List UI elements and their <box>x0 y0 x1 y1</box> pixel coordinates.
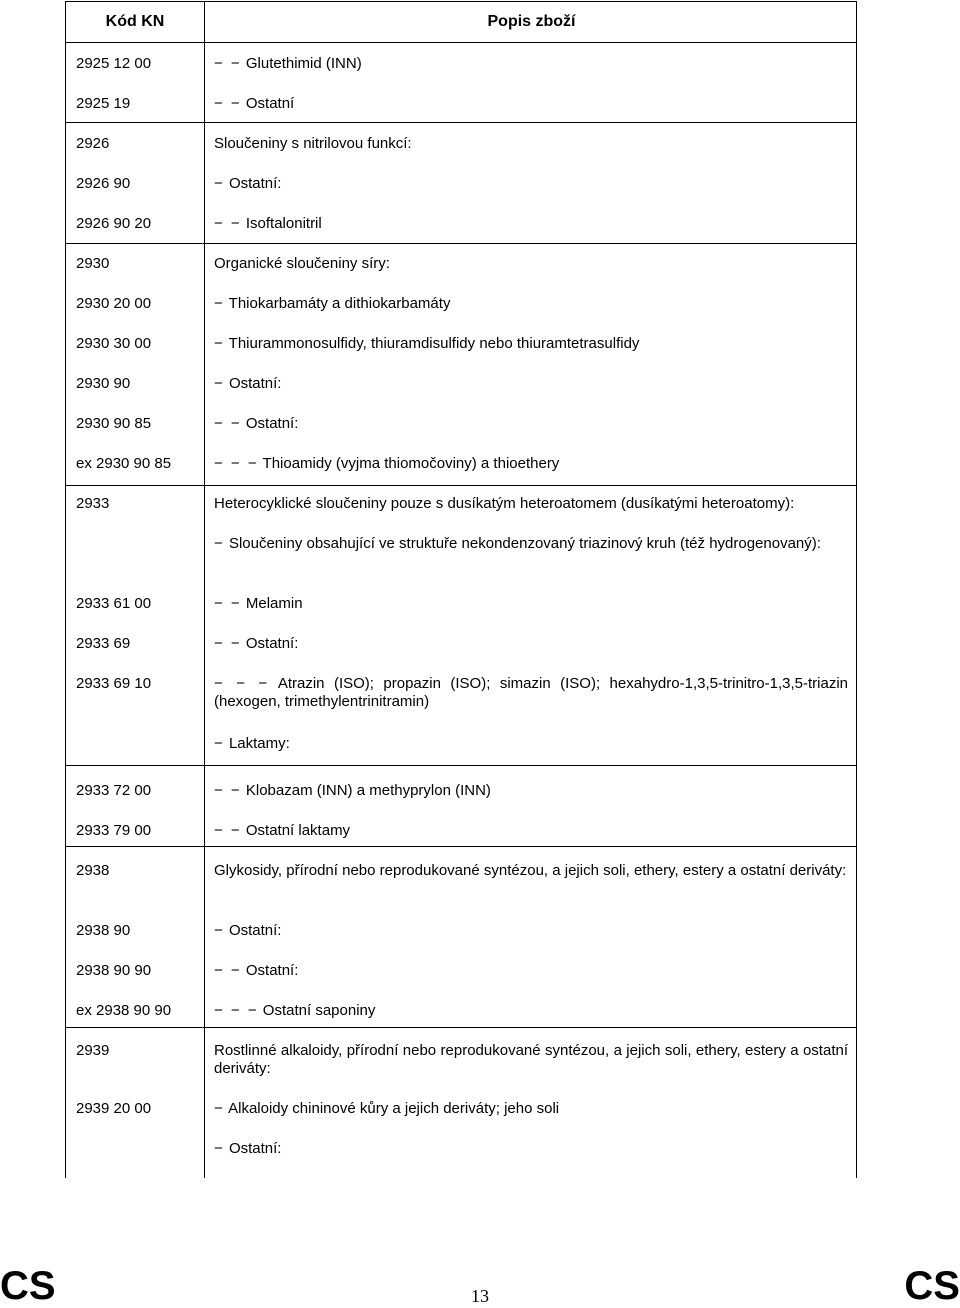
tariff-code: 2930 90 85 <box>76 415 152 432</box>
description-text: Alkaloidy chininové kůry a jejich deriváty; jeho soli <box>228 1100 560 1117</box>
header-code-column: Kód KN <box>105 13 165 30</box>
indent-dashes: − − <box>214 55 242 72</box>
description-text: Ostatní: <box>245 635 299 652</box>
goods-description <box>214 375 848 393</box>
description-text: Ostatní: <box>228 375 282 392</box>
goods-description <box>214 962 848 980</box>
description-text: Atrazin (ISO); propazin (ISO); simazin (ISO); hexahydro-1,3,5-trinitro-1,3,5-triazin (hexogen, trimethylentrinitramin) <box>214 675 848 710</box>
goods-description <box>214 495 848 513</box>
section-divider <box>66 243 856 244</box>
description-text: Ostatní saponiny <box>262 1002 376 1019</box>
indent-dashes: − <box>214 175 225 192</box>
goods-description <box>214 55 848 73</box>
description-text: Sloučeniny obsahující ve struktuře nekondenzovaný triazinový kruh (též hydrogenovaný): <box>228 535 821 552</box>
section-divider <box>66 122 856 123</box>
tariff-code: 2933 69 10 <box>76 675 152 692</box>
goods-description <box>214 95 848 113</box>
section-divider <box>66 1027 856 1028</box>
tariff-code: 2933 72 00 <box>76 782 152 799</box>
indent-dashes: − <box>214 1140 225 1157</box>
tariff-code: 2926 <box>76 135 110 152</box>
goods-description <box>214 455 848 473</box>
description-text: Ostatní: <box>228 175 282 192</box>
tariff-code: ex 2938 90 90 <box>76 1002 172 1019</box>
tariff-code: 2925 12 00 <box>76 55 152 72</box>
goods-description <box>214 215 848 233</box>
tariff-code: 2930 <box>76 255 110 272</box>
description-text: Glykosidy, přírodní nebo reprodukované syntézou, a jejich soli, ethery, estery a ostatní deriváty: <box>214 862 847 879</box>
section-divider <box>66 765 856 766</box>
tariff-code: 2938 90 90 <box>76 962 152 979</box>
column-separator <box>204 2 205 1178</box>
indent-dashes: − − <box>214 782 242 799</box>
tariff-code: 2939 20 00 <box>76 1100 152 1117</box>
tariff-code: 2930 20 00 <box>76 295 152 312</box>
description-text: Rostlinné alkaloidy, přírodní nebo reprodukované syntézou, a jejich soli, ethery, estery a ostatní deriváty: <box>214 1042 848 1077</box>
tariff-code: 2926 90 <box>76 175 131 192</box>
goods-description <box>214 862 848 880</box>
goods-description <box>214 1100 848 1118</box>
indent-dashes: − <box>214 295 225 312</box>
goods-description <box>214 535 848 553</box>
goods-description <box>214 1002 848 1020</box>
header-divider <box>66 42 856 43</box>
indent-dashes: − <box>214 922 225 939</box>
indent-dashes: − <box>214 735 225 752</box>
goods-description <box>214 675 848 711</box>
description-text: Thiurammonosulfidy, thiuramdisulfidy nebo thiuramtetrasulfidy <box>228 335 640 352</box>
indent-dashes: − − <box>214 415 242 432</box>
tariff-code: 2930 30 00 <box>76 335 152 352</box>
indent-dashes: − − <box>214 95 242 112</box>
goods-description <box>214 595 848 613</box>
goods-description <box>214 175 848 193</box>
goods-description <box>214 335 848 353</box>
tariff-code: 2933 69 <box>76 635 131 652</box>
language-code-left: CS <box>0 1264 56 1308</box>
goods-description <box>214 295 848 313</box>
description-text: Ostatní: <box>228 922 282 939</box>
indent-dashes: − − <box>214 822 242 839</box>
description-text: Glutethimid (INN) <box>245 55 362 72</box>
goods-description <box>214 415 848 433</box>
goods-description <box>214 1042 848 1078</box>
tariff-code: 2939 <box>76 1042 110 1059</box>
indent-dashes: − − <box>214 215 242 232</box>
goods-description <box>214 782 848 800</box>
indent-dashes: − <box>214 1100 225 1117</box>
tariff-code: 2938 90 <box>76 922 131 939</box>
indent-dashes: − − − <box>214 675 270 692</box>
goods-description <box>214 735 848 753</box>
tariff-code: 2933 79 00 <box>76 822 152 839</box>
section-divider <box>66 485 856 486</box>
goods-description <box>214 135 848 153</box>
description-text: Heterocyklické sloučeniny pouze s dusíkatým heteroatomem (dusíkatými heteroatomy): <box>214 495 795 512</box>
goods-description <box>214 255 848 273</box>
tariff-code: 2926 90 20 <box>76 215 152 232</box>
description-text: Sloučeniny s nitrilovou funkcí: <box>214 135 412 152</box>
indent-dashes: − − − <box>214 455 259 472</box>
description-text: Thiokarbamáty a dithiokarbamáty <box>228 295 451 312</box>
description-text: Laktamy: <box>228 735 290 752</box>
tariff-code: 2938 <box>76 862 110 879</box>
indent-dashes: − − − <box>214 1002 259 1019</box>
indent-dashes: − <box>214 375 225 392</box>
description-text: Melamin <box>245 595 303 612</box>
goods-description <box>214 922 848 940</box>
description-text: Organické sloučeniny síry: <box>214 255 390 272</box>
description-text: Ostatní laktamy <box>245 822 351 839</box>
description-text: Klobazam (INN) a methyprylon (INN) <box>245 782 491 799</box>
tariff-code: 2930 90 <box>76 375 131 392</box>
description-text: Thioamidy (vyjma thiomočoviny) a thioethery <box>262 455 560 472</box>
tariff-code: 2933 <box>76 495 110 512</box>
description-text: Ostatní: <box>228 1140 282 1157</box>
tariff-code: 2925 19 <box>76 95 131 112</box>
tariff-code: 2933 61 00 <box>76 595 152 612</box>
goods-description <box>214 635 848 653</box>
description-text: Isoftalonitril <box>245 215 322 232</box>
language-code-right: CS <box>904 1264 960 1308</box>
page-number: 13 <box>471 1286 489 1306</box>
description-text: Ostatní <box>245 95 295 112</box>
header-description-column: Popis zboží <box>487 13 576 30</box>
tariff-table <box>65 1 857 1178</box>
indent-dashes: − − <box>214 635 242 652</box>
goods-description <box>214 822 848 840</box>
indent-dashes: − − <box>214 962 242 979</box>
description-text: Ostatní: <box>245 962 299 979</box>
indent-dashes: − − <box>214 595 242 612</box>
indent-dashes: − <box>214 535 225 552</box>
goods-description <box>214 1140 848 1158</box>
description-text: Ostatní: <box>245 415 299 432</box>
indent-dashes: − <box>214 335 225 352</box>
tariff-code: ex 2930 90 85 <box>76 455 172 472</box>
section-divider <box>66 846 856 847</box>
